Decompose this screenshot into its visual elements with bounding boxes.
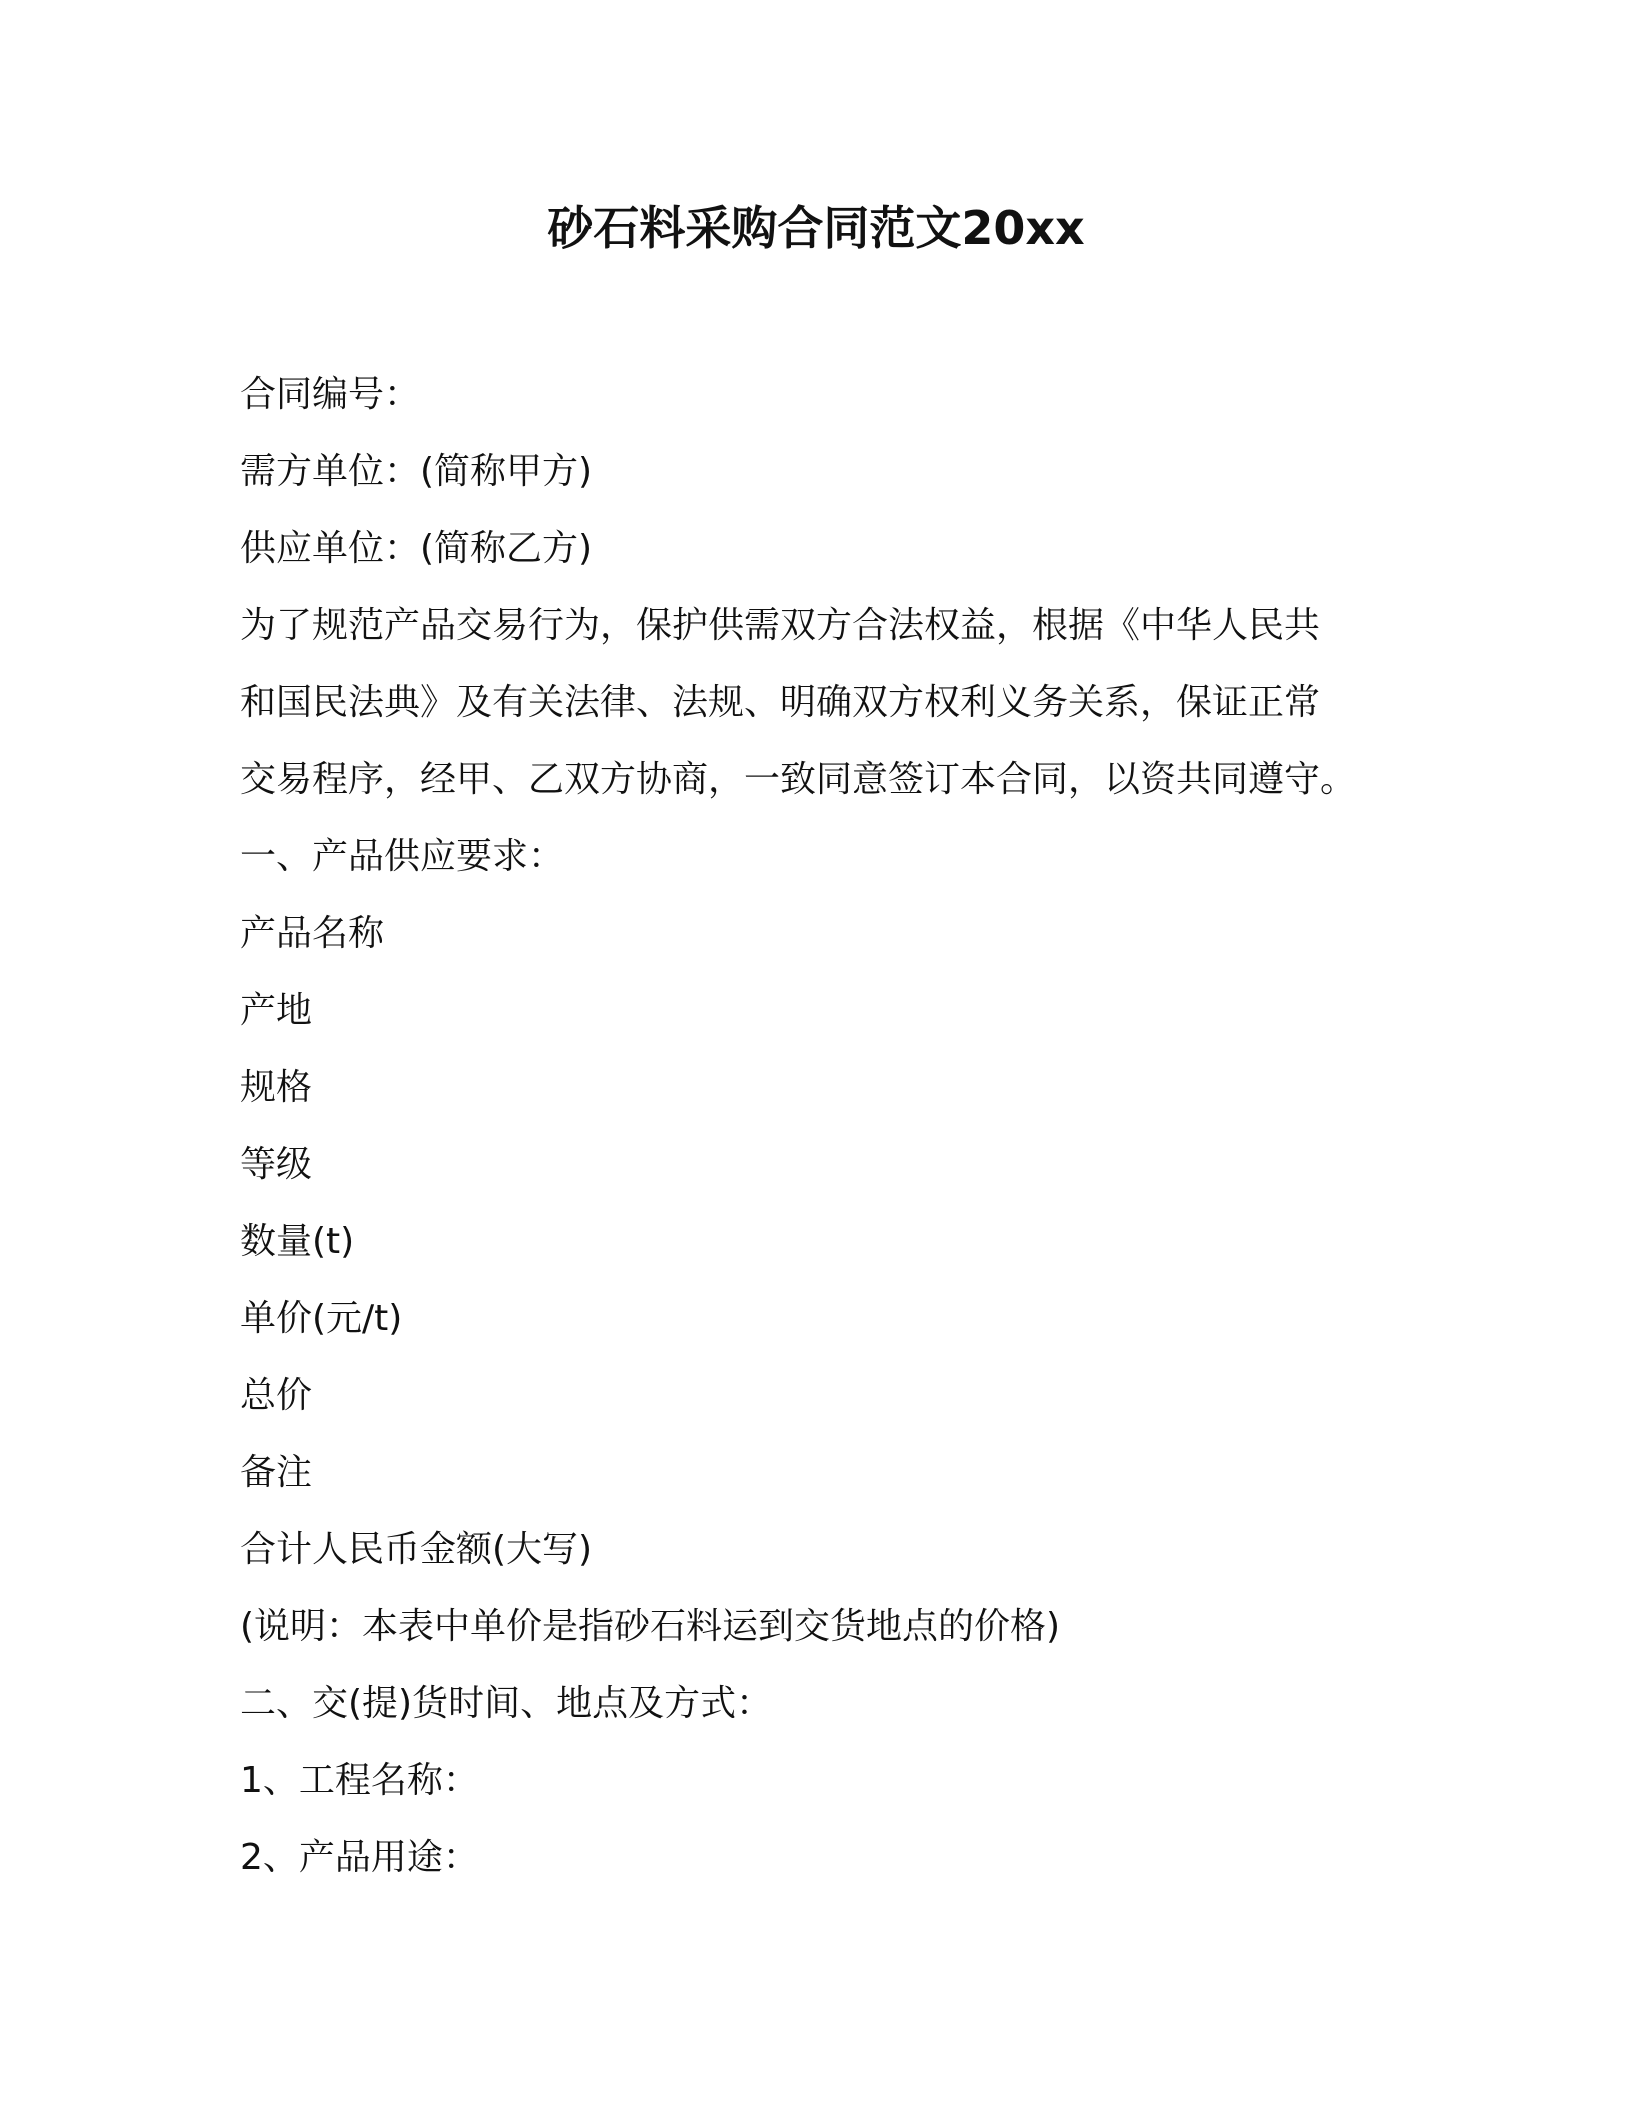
- section-2-heading: 二、交(提)货时间、地点及方式：: [240, 1683, 773, 1724]
- supplier-unit-field: 供应单位：(简称乙方): [240, 528, 593, 569]
- section-1-item-quantity: 数量(t): [240, 1221, 355, 1262]
- buyer-unit-field: 需方单位：(简称甲方): [240, 451, 593, 492]
- section-1-item-origin: 产地: [240, 990, 313, 1031]
- section-1-heading: 一、产品供应要求：: [240, 836, 565, 877]
- contract-sections: [240, 818, 1390, 1896]
- section-1-item-grade: 等级: [240, 1144, 313, 1185]
- intro-line: 为了规范产品交易行为，保护供需双方合法权益，根据《中华人民共: [240, 605, 1321, 646]
- section-2-item-project-name: 1、工程名称：: [240, 1760, 479, 1801]
- section-1-item-unit-price: 单价(元/t): [240, 1298, 403, 1339]
- section-1-item-total-rmb: 合计人民币金额(大写): [240, 1529, 593, 1570]
- section-1-item-spec: 规格: [240, 1067, 313, 1108]
- section-1-item-total-price: 总价: [240, 1375, 313, 1416]
- section-1-note: (说明：本表中单价是指砂石料运到交货地点的价格): [240, 1606, 1061, 1647]
- intro-paragraph: [240, 587, 1390, 818]
- intro-line: 交易程序，经甲、乙双方协商，一致同意签订本合同，以资共同遵守。: [240, 759, 1357, 800]
- contract-number-field: 合同编号：: [240, 374, 421, 415]
- intro-line: 和国民法典》及有关法律、法规、明确双方权利义务关系，保证正常: [240, 682, 1321, 723]
- section-1-item-product-name: 产品名称: [240, 913, 385, 954]
- section-2-item-product-use: 2、产品用途：: [240, 1837, 479, 1878]
- document-title: 砂石料采购合同范文20xx: [547, 201, 1085, 255]
- section-1-item-remarks: 备注: [240, 1452, 313, 1493]
- header-fields: [240, 356, 1390, 587]
